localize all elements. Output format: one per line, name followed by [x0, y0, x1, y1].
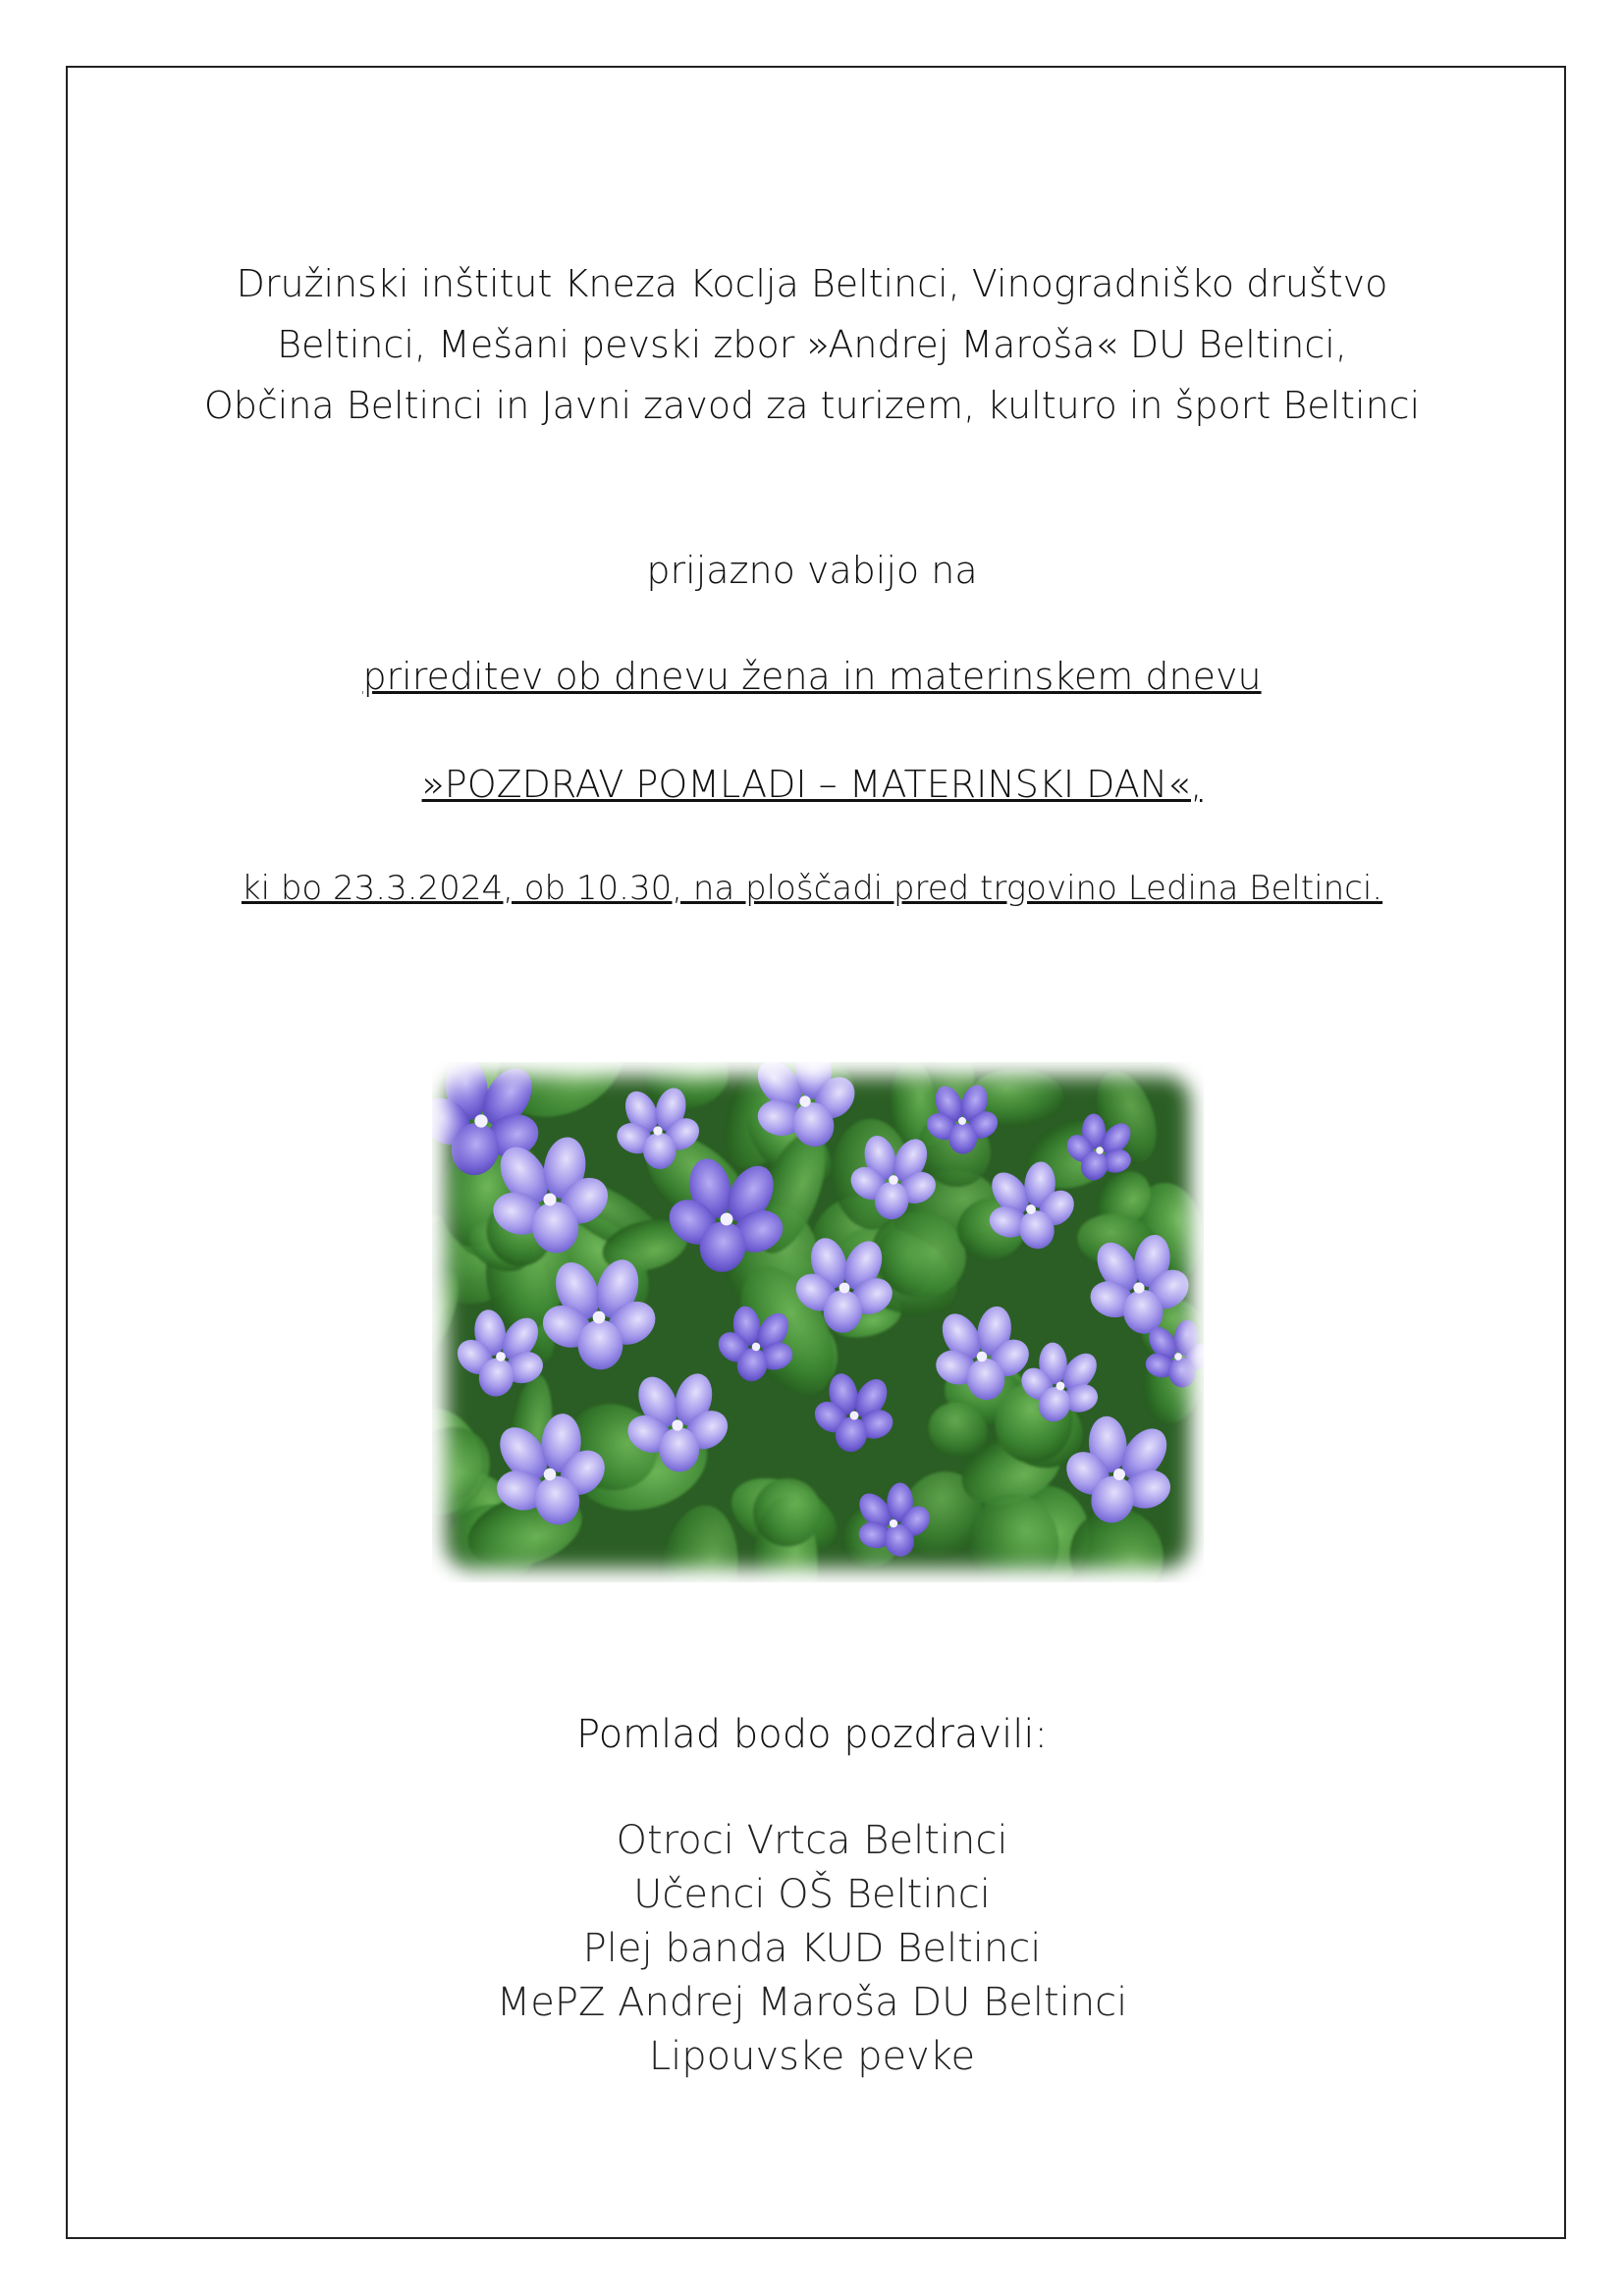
invitation-intro: prijazno vabijo na	[646, 549, 978, 592]
performer-item: Učenci OŠ Beltinci	[633, 1872, 991, 1917]
event-details: ki bo 23.3.2024, ob 10.30, na ploščadi pred trgovino Ledina Beltinci.	[241, 869, 1383, 908]
performer-item: Lipouvske pevke	[648, 2034, 976, 2079]
performer-item: MePZ Andrej Maroša DU Beltinci	[496, 1980, 1128, 2025]
violets-photo	[432, 1062, 1204, 1582]
organizers-line-2: Beltinci, Mešani pevski zbor »Andrej Maroša« DU Beltinci,	[277, 323, 1347, 366]
photo-content	[432, 1062, 1204, 1582]
performers-list	[0, 1814, 1624, 2084]
performers-title: Pomlad bodo pozdravili:	[576, 1712, 1048, 1757]
organizers-line-1: Družinski inštitut Kneza Koclja Beltinci, Vinogradniško društvo	[236, 262, 1388, 305]
organizers-line-3: Občina Beltinci in Javni zavod za turizem, kulturo in šport Beltinci	[203, 384, 1421, 427]
organizers-text	[0, 253, 1624, 436]
event-type: prireditev ob dnevu žena in materinskem dnevu	[362, 655, 1262, 698]
performer-item: Plej banda KUD Beltinci	[582, 1926, 1042, 1971]
event-name: »POZDRAV POMLADI – MATERINSKI DAN«,	[421, 763, 1203, 806]
performer-item: Otroci Vrtca Beltinci	[616, 1818, 1008, 1863]
